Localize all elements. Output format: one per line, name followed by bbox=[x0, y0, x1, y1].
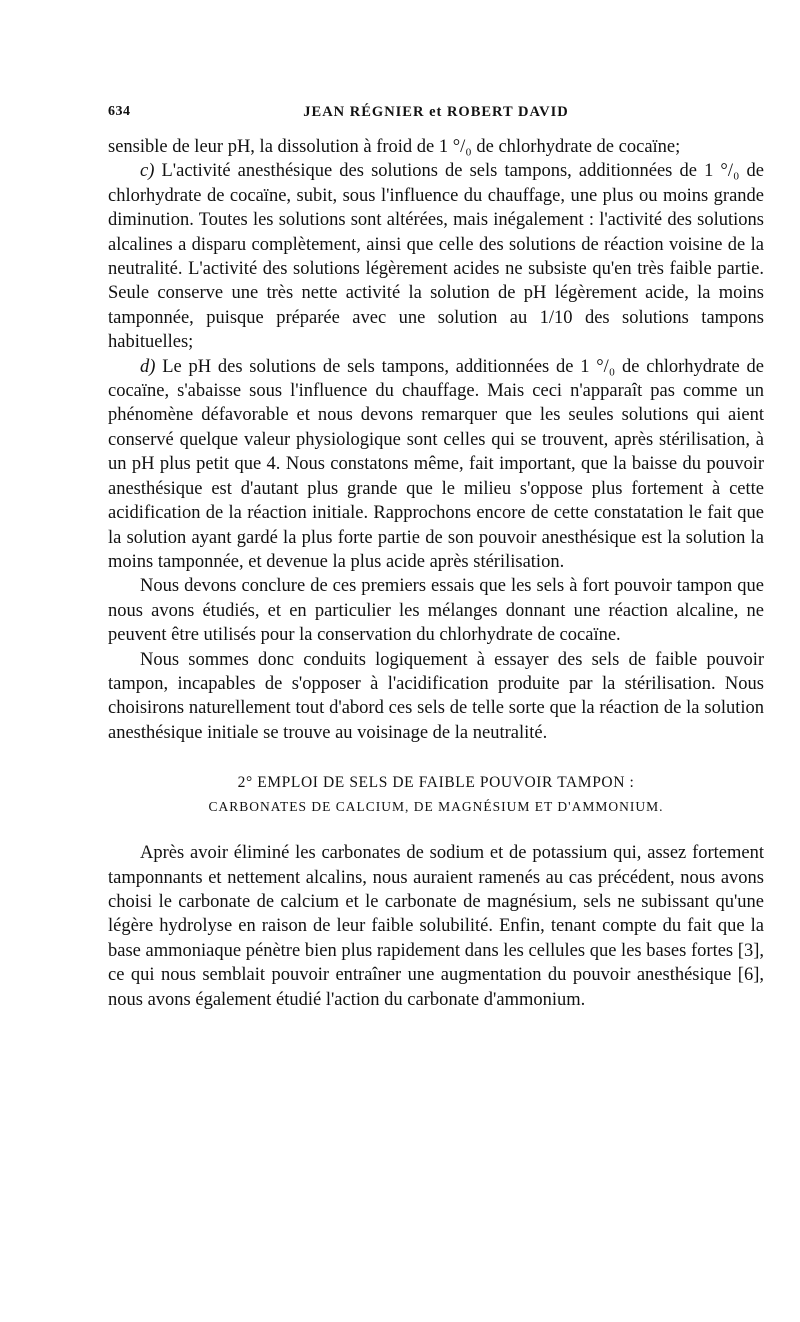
paragraph-text: Le pH des solutions de sels tampons, additionnées de 1 °/₀ de chlorhydrate de cocaïne, s'abaisse sous l'influence du chauffage. Mais ceci n'apparaît pas comme un phénomène défavorable et nous devons remarquer que les seules solutions qui aient conservé quelque valeur physiologique sont celles qui se trouvent, après stérilisation, à un pH plus petit que 4. Nous constatons même, fait important, que la baisse du pouvoir anesthésique est d'autant plus grande que le milieu s'oppose plus fortement à cette acidification de la réaction initiale. Rapprochons encore de cette constatation le fait que la solution ayant gardé la plus forte partie de son pouvoir anesthésique est la solution la moins tamponnée, et devenue la plus acide après stérilisation. bbox=[108, 356, 764, 572]
paragraph-item-d bbox=[108, 355, 764, 575]
section-heading bbox=[108, 771, 764, 819]
running-header bbox=[108, 96, 764, 126]
paragraph-weak-buffer bbox=[108, 648, 764, 746]
paragraph-text: Nous devons conclure de ces premiers essais que les sels à fort pouvoir tampon que nous avons étudiés, et en particulier les mélanges donnant une réaction alcaline, ne peuvent être utilisés pour la conservation du chlorhydrate de cocaïne. bbox=[108, 576, 764, 646]
section-title-line1: 2° EMPLOI DE SELS DE FAIBLE POUVOIR TAMPON : bbox=[237, 774, 635, 792]
body-text bbox=[108, 135, 764, 1012]
header-authors: JEAN RÉGNIER et ROBERT DAVID bbox=[303, 104, 569, 120]
item-label-d: d) bbox=[140, 356, 156, 377]
item-label-c: c) bbox=[140, 161, 155, 182]
section-title-line2: CARBONATES DE CALCIUM, DE MAGNÉSIUM ET D'AMMONIUM. bbox=[208, 799, 664, 815]
document-page bbox=[108, 96, 764, 1012]
paragraph-conclusion bbox=[108, 574, 764, 647]
paragraph-text: L'activité anesthésique des solutions de sels tampons, additionnées de 1 °/₀ de chlorhydrate de cocaïne, subit, sous l'influence du chauffage, une plus ou moins grande diminution. Toutes les solutions sont altérées, mais inégalement : l'activité des solutions alcalines a disparu complètement, ainsi que celle des solutions de réaction voisine de la neutralité. L'activité des solutions légèrement acides ne subsiste qu'en très faible partie. Seule conserve une très nette activité la solution de pH légèrement acide, la moins tamponnée, puisque préparée avec une solution au 1/10 des solutions tampons habituelles; bbox=[108, 161, 764, 353]
paragraph-text: Après avoir éliminé les carbonates de sodium et de potassium qui, assez fortement tamponnants et nettement alcalins, nous auraient ramenés au cas précédent, nous avons choisi le carbonate de calcium et le carbonate de magnésium, sels ne subissant qu'une légère hydrolyse en raison de leur faible solubilité. Enfin, tenant compte du fait que la base ammoniaque pénètre bien plus rapidement dans les cellules que les bases fortes [3], ce qui nous semblait pouvoir entraîner une augmentation du pouvoir anesthésique [6], nous avons également étudié l'action du carbonate d'ammonium. bbox=[108, 843, 764, 1010]
page-number: 634 bbox=[108, 104, 131, 119]
paragraph-section-intro bbox=[108, 841, 764, 1012]
paragraph-continuation bbox=[108, 135, 764, 159]
paragraph-text: sensible de leur pH, la dissolution à froid de 1 °/₀ de chlorhydrate de cocaïne; bbox=[108, 137, 681, 157]
paragraph-item-c bbox=[108, 159, 764, 354]
paragraph-text: Nous sommes donc conduits logiquement à essayer des sels de faible pouvoir tampon, incapables de s'opposer à l'acidification produite par la stérilisation. Nous choisirons naturellement tout d'abord ces sels de telle sorte que la réaction de la solution anesthésique initiale se trouve au voisinage de la neutralité. bbox=[108, 649, 764, 743]
